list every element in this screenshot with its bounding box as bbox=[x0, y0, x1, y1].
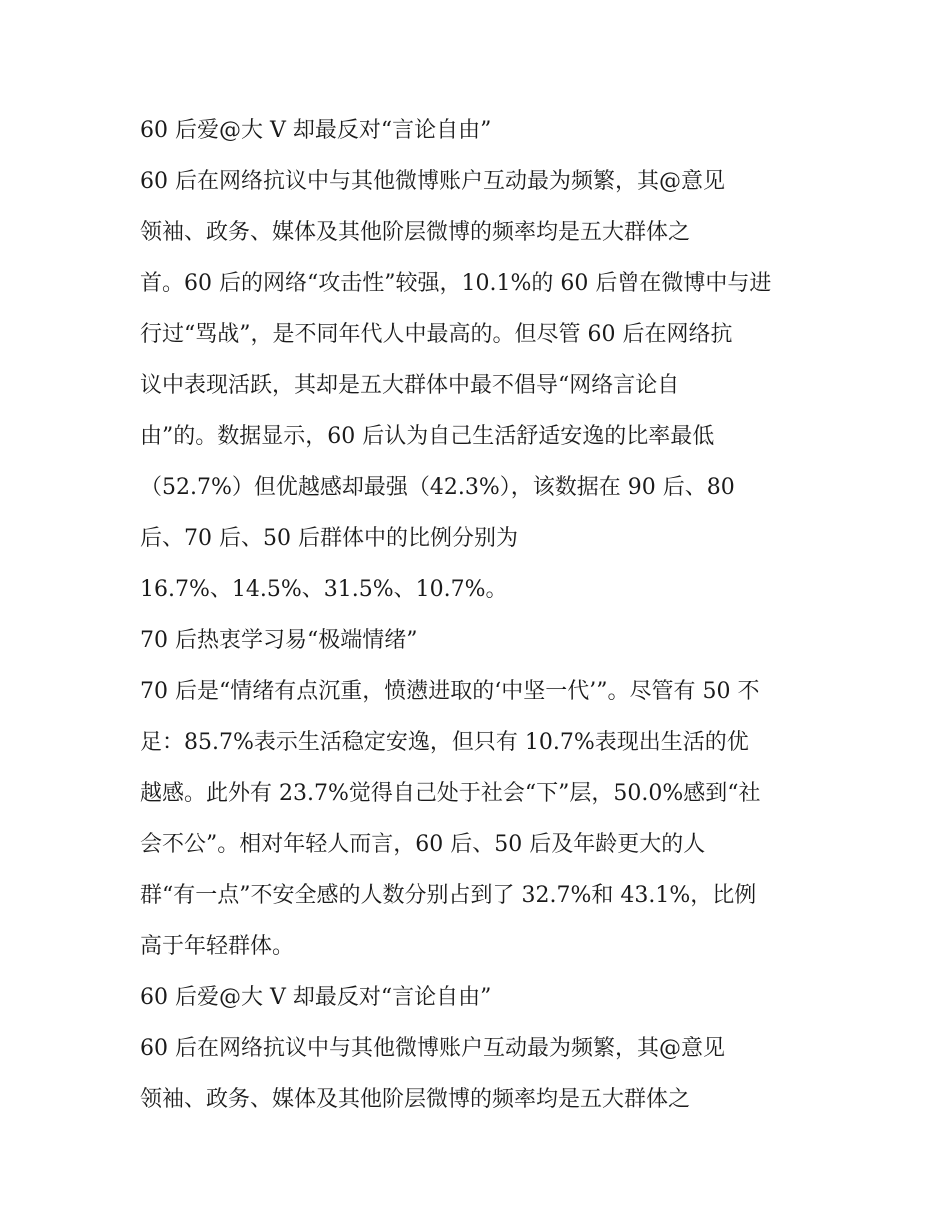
paragraph-line: （52.7%）但优越感却最强（42.3%），该数据在 90 后、80 bbox=[140, 475, 735, 500]
paragraph-line: 领袖、政务、媒体及其他阶层微博的频率均是五大群体之 bbox=[140, 220, 691, 245]
paragraph-line: 高于年轻群体。 bbox=[140, 934, 295, 959]
document-body bbox=[140, 109, 815, 1129]
paragraph-line: 70 后是“情绪有点沉重，愤懑进取的‘中坚一代’”。尽管有 50 不 bbox=[140, 679, 760, 704]
paragraph-line: 60 后在网络抗议中与其他微博账户互动最为频繁，其@意见 bbox=[140, 169, 725, 194]
paragraph-line: 会不公”。相对年轻人而言，60 后、50 后及年龄更大的人 bbox=[140, 832, 706, 857]
paragraph-line: 16.7%、14.5%、31.5%、10.7%。 bbox=[140, 577, 508, 602]
heading-70s: 70 后热衷学习易“极端情绪” bbox=[140, 628, 418, 653]
paragraph-line: 60 后在网络抗议中与其他微博账户互动最为频繁，其@意见 bbox=[140, 1036, 725, 1061]
paragraph-line: 越感。此外有 23.7%觉得自己处于社会“下”层，50.0%感到“社 bbox=[140, 781, 761, 806]
paragraph-line: 领袖、政务、媒体及其他阶层微博的频率均是五大群体之 bbox=[140, 1087, 691, 1112]
paragraph-line: 足：85.7%表示生活稳定安逸，但只有 10.7%表现出生活的优 bbox=[140, 730, 749, 755]
paragraph-line: 后、70 后、50 后群体中的比例分别为 bbox=[140, 526, 518, 551]
paragraph-line: 议中表现活跃，其却是五大群体中最不倡导“网络言论自 bbox=[140, 373, 680, 398]
heading-60s-repeat: 60 后爱@大 V 却最反对“言论自由” bbox=[140, 985, 492, 1010]
paragraph-line: 由”的。数据显示，60 后认为自己生活舒适安逸的比率最低 bbox=[140, 424, 715, 449]
paragraph-line: 首。60 后的网络“攻击性”较强，10.1%的 60 后曾在微博中与进 bbox=[140, 271, 772, 296]
paragraph-line: 行过“骂战”，是不同年代人中最高的。但尽管 60 后在网络抗 bbox=[140, 322, 733, 347]
heading-60s: 60 后爱@大 V 却最反对“言论自由” bbox=[140, 118, 492, 143]
paragraph-line: 群“有一点”不安全感的人数分别占到了 32.7%和 43.1%，比例 bbox=[140, 883, 757, 908]
